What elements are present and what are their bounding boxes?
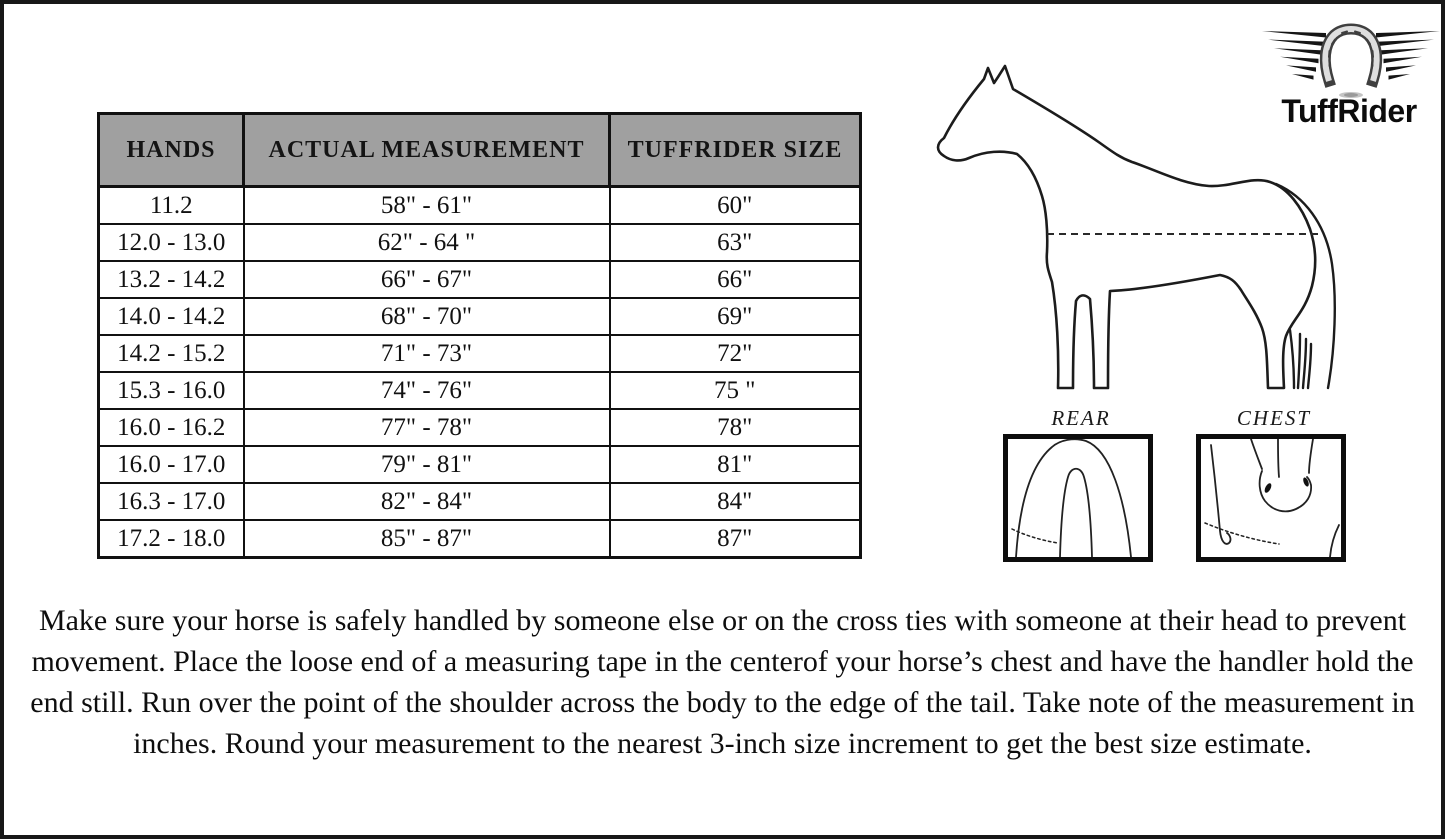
table-row	[99, 224, 861, 261]
measurement-cell: 74" - 76"	[244, 372, 610, 409]
hands-cell: 16.3 - 17.0	[99, 483, 244, 520]
measurement-cell: 77" - 78"	[244, 409, 610, 446]
chest-view-panel	[1196, 434, 1346, 562]
size-table	[97, 112, 862, 559]
size-cell: 87"	[610, 520, 861, 558]
measurement-cell: 71" - 73"	[244, 335, 610, 372]
table-row	[99, 409, 861, 446]
size-cell: 75 "	[610, 372, 861, 409]
rear-view-panel	[1003, 434, 1153, 562]
size-cell: 78"	[610, 409, 861, 446]
table-row	[99, 483, 861, 520]
table-row	[99, 446, 861, 483]
size-cell: 69"	[610, 298, 861, 335]
column-header-size: TUFFRIDER SIZE	[610, 114, 861, 187]
column-header-hands: HANDS	[99, 114, 244, 187]
measurement-cell: 58" - 61"	[244, 187, 610, 225]
size-cell: 66"	[610, 261, 861, 298]
nostril-left	[1263, 482, 1272, 494]
size-cell: 84"	[610, 483, 861, 520]
table-header-row	[99, 114, 861, 187]
tuffrider-logo	[1256, 17, 1445, 129]
table-row	[99, 187, 861, 225]
rear-view-label: REAR	[1051, 406, 1111, 430]
size-cell: 72"	[610, 335, 861, 372]
table-row	[99, 372, 861, 409]
chest-view-diagram	[1201, 439, 1341, 557]
hands-cell: 16.0 - 17.0	[99, 446, 244, 483]
hands-cell: 13.2 - 14.2	[99, 261, 244, 298]
horseshoe-icon	[1325, 29, 1376, 81]
brand-name: TuffRider	[1281, 93, 1417, 129]
size-cell: 63"	[610, 224, 861, 261]
measurement-cell: 79" - 81"	[244, 446, 610, 483]
hands-cell: 12.0 - 13.0	[99, 224, 244, 261]
size-table-body	[99, 187, 861, 558]
table-row	[99, 298, 861, 335]
hands-cell: 15.3 - 16.0	[99, 372, 244, 409]
wing-right-icon	[1376, 31, 1440, 80]
table-row	[99, 261, 861, 298]
measurement-cell: 62" - 64 "	[244, 224, 610, 261]
chest-view-label: CHEST	[1236, 406, 1312, 430]
column-header-measurement: ACTUAL MEASUREMENT	[244, 114, 610, 187]
hands-cell: 14.0 - 14.2	[99, 298, 244, 335]
measuring-instructions: Make sure your horse is safely handled by someone else or on the cross ties with someone at their head to prevent movement. Place the loose end of a measuring tape in the centerof your horse’s chest and have the handler hold the end still. Run over the point of the shoulder across the body to the edge of the tail. Take note of the measurement in inches. Round your measurement to the nearest 3-inch size increment to get the best size estimate.	[30, 604, 1415, 760]
wing-left-icon	[1262, 31, 1326, 80]
measurement-cell: 68" - 70"	[244, 298, 610, 335]
table-row	[99, 520, 861, 558]
hands-cell: 11.2	[99, 187, 244, 225]
hands-cell: 14.2 - 15.2	[99, 335, 244, 372]
hands-cell: 16.0 - 16.2	[99, 409, 244, 446]
measurement-cell: 66" - 67"	[244, 261, 610, 298]
measurement-cell: 85" - 87"	[244, 520, 610, 558]
measurement-cell: 82" - 84"	[244, 483, 610, 520]
size-cell: 60"	[610, 187, 861, 225]
rear-view-diagram	[1008, 439, 1148, 557]
size-cell: 81"	[610, 446, 861, 483]
hands-cell: 17.2 - 18.0	[99, 520, 244, 558]
table-row	[99, 335, 861, 372]
